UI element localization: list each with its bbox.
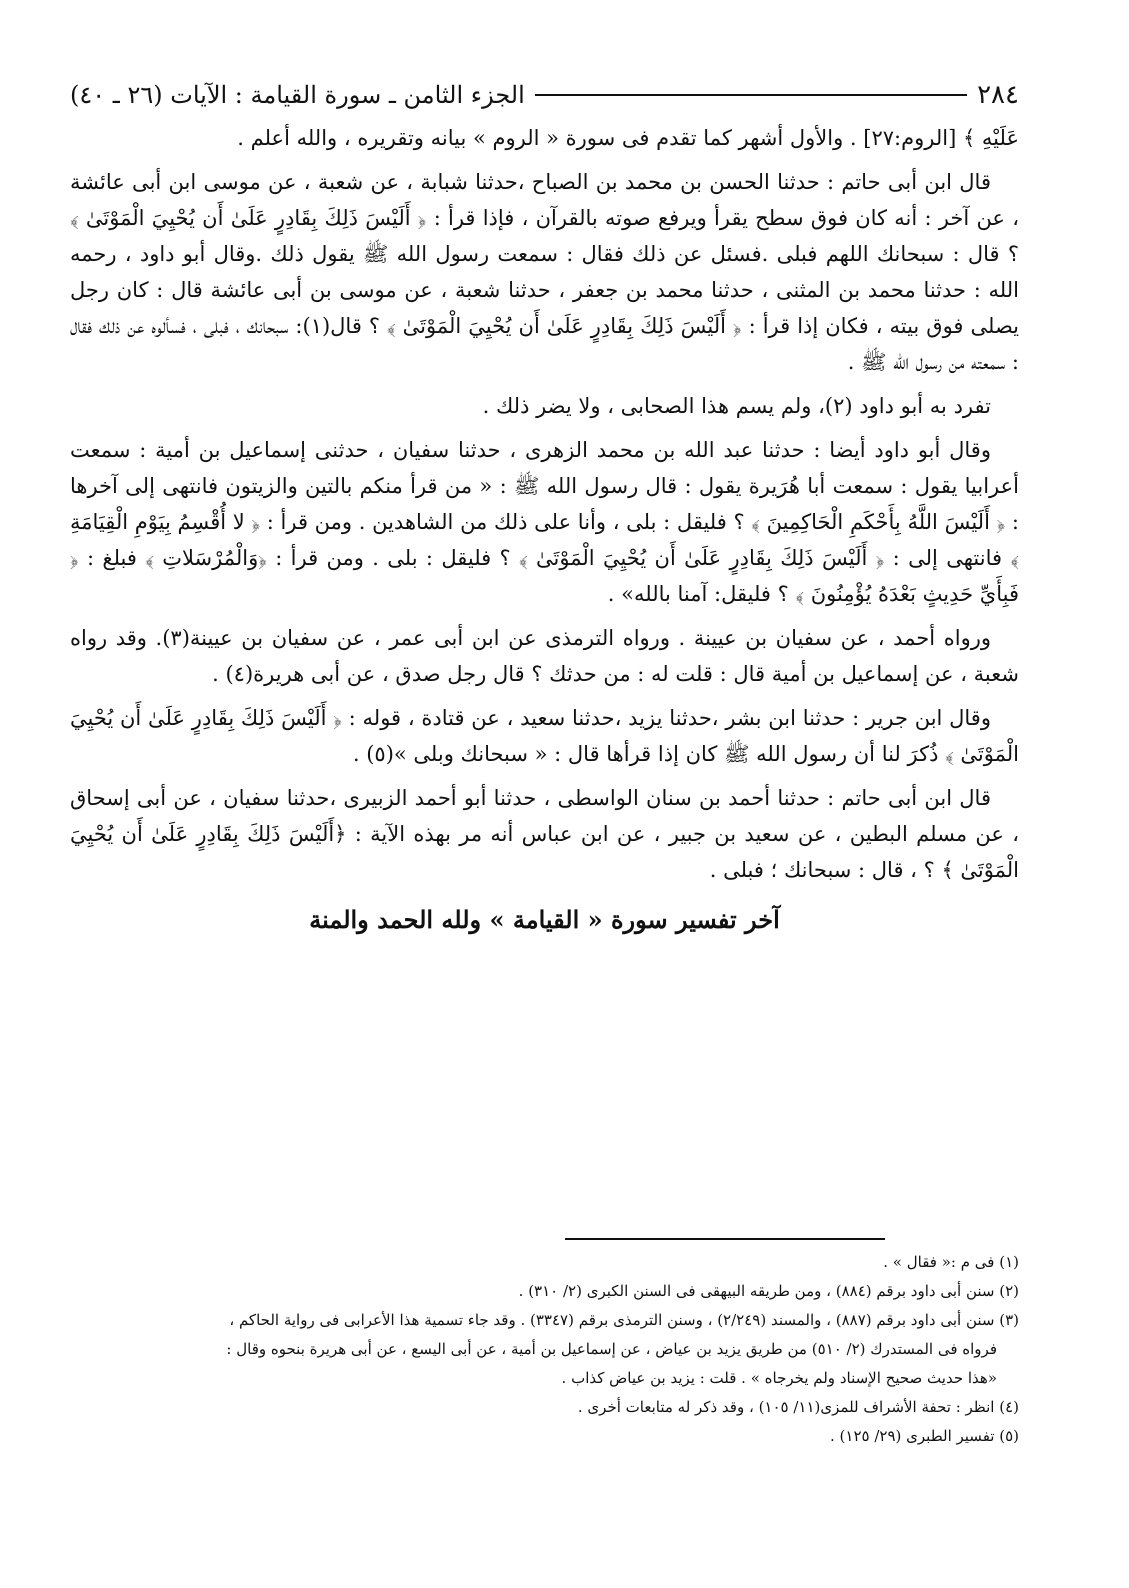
footnote-4: (٤) انظر : تحفة الأشراف للمزى(١١/ ١٠٥) ، وقد ذكر له متابعات أخرى . — [577, 1398, 1019, 1416]
footnote-3-cont-2: «هذا حديث صحيح الإسناد ولم يخرجاه » . قلت : يزيد بن عياض كذاب . — [561, 1369, 997, 1387]
footnote-5: (٥) تفسير الطبرى (٢٩/ ١٢٥) . — [830, 1427, 1019, 1445]
surah-closing-line: آخر تفسير سورة « القيامة » ولله الحمد والمنة — [309, 905, 780, 934]
paragraph-6: وقال ابن جرير : حدثنا ابن بشر ،حدثنا يزيد ،حدثنا سعيد ، عن قتادة ، قوله : ﴿ أَلَيْسَ ذَلِكَ بِقَادِرٍ عَلَىٰ أَن يُحْيِيَ الْمَوْتَىٰ ﴾ ذُكرَ لنا أن رسول الله ﷺ كان إذا قرأها قال : « سبحانك وبلى »(٥) . — [70, 706, 1019, 766]
page-number: ٢٨٤ — [977, 80, 1019, 110]
footnote-3: (٣) سنن أبى داود برقم (٨٨٧) ، والمسند (٢/٢٤٩) ، وسنن الترمذى برقم (٣٣٤٧) . وقد جاء تسمية هذا الأعرابى فى رواية الحاكم ، — [229, 1311, 1019, 1329]
paragraph-4: وقال أبو داود أيضا : حدثنا عبد الله بن محمد الزهرى ، حدثنا سفيان ، حدثنى إسماعيل بن أمية : سمعت أعرابيا يقول : سمعت أبا هُرَيرة يقول : قال رسول الله ﷺ : « من قرأ منكم بالتين والزيتون فانتهى إلى آخرها : ﴿ أَلَيْسَ اللَّهُ بِأَحْكَمِ الْحَاكِمِينَ ﴾ ؟ فليقل : بلى ، وأنا على ذلك من الشاهدين . ومن قرأ : ﴿ لا أُقْسِمُ بِيَوْمِ الْقِيَامَةِ ﴾ فانتهى إلى : ﴿ أَلَيْسَ ذَلِكَ بِقَادِرٍ عَلَىٰ أَن يُحْيِيَ الْمَوْتَىٰ ﴾ ؟ فليقل : بلى . ومن قرأ : ﴿وَالْمُرْسَلاتِ ﴾ فبلغ : ﴿ فَبِأَيِّ حَدِيثٍ بَعْدَهُ يُؤْمِنُونَ ﴾ ؟ فليقل: آمنا بالله» . — [70, 438, 1019, 606]
footnote-rule — [565, 1238, 885, 1240]
header-rule — [535, 94, 967, 96]
footnote-2: (٢) سنن أبى داود برقم (٨٨٤) ، ومن طريقه البيهقى فى السنن الكبرى (٢/ ٣١٠) . — [518, 1282, 1019, 1300]
paragraph-5: ورواه أحمد ، عن سفيان بن عيينة . ورواه الترمذى عن ابن أبى عمر ، عن سفيان بن عيينة(٣). وقد رواه شعبة ، عن إسماعيل بن أمية قال : قلت له : من حدثك ؟ قال رجل صدق ، عن أبى هريرة(٤) . — [70, 626, 1019, 686]
page-header — [70, 78, 1019, 112]
running-title: الجزء الثامن ـ سورة القيامة : الآيات (٢٦ ـ ٤٠) — [70, 81, 525, 109]
paragraph-7: قال ابن أبى حاتم : حدثنا أحمد بن سنان الواسطى ، حدثنا أبو أحمد الزبيرى ،حدثنا سفيان ، عن أبى إسحاق ، عن مسلم البطين ، عن سعيد بن جبير ، عن ابن عباس أنه مر بهذه الآية : ﴿أَلَيْسَ ذَلِكَ بِقَادِرٍ عَلَىٰ أَن يُحْيِيَ الْمَوْتَىٰ ﴾ ؟ ، قال : سبحانك ؛ فبلى . — [70, 786, 1019, 882]
page-body — [70, 78, 1019, 940]
footnotes — [110, 1248, 1019, 1451]
footnote-1: (١) فى م :« فقال » . — [883, 1253, 1019, 1271]
footnote-3-cont-1: فرواه فى المستدرك (٢/ ٥١٠) من طريق يزيد بن عياض ، عن إسماعيل بن أمية ، عن أبى اليسع ، عن أبى هريرة بنحوه وقال : — [226, 1340, 997, 1358]
paragraph-2: قال ابن أبى حاتم : حدثنا الحسن بن محمد بن الصباح ،حدثنا شبابة ، عن شعبة ، عن موسى ابن أبى عائشة ، عن آخر : أنه كان فوق سطح يقرأ ويرفع صوته بالقرآن ، فإذا قرأ : ﴿ أَلَيْسَ ذَلِكَ بِقَادِرٍ عَلَىٰ أَن يُحْيِيَ الْمَوْتَىٰ ﴾ ؟ قال : سبحانك اللهم فبلى .فسئل عن ذلك فقال : سمعت رسول الله ﷺ يقول ذلك .وقال أبو داود ، رحمه الله : حدثنا محمد بن المثنى ، حدثنا محمد بن جعفر ، حدثنا شعبة ، عن موسى بن أبى عائشة قال : كان رجل يصلى فوق بيته ، فكان إذا قرأ : ﴿ أَلَيْسَ ذَلِكَ بِقَادِرٍ عَلَىٰ أَن يُحْيِيَ الْمَوْتَىٰ ﴾ ؟ قال(١): سبحانك ، فبلى ، فسألوه عن ذلك فقال : سمعته من رسول الله ﷺ . — [70, 170, 1019, 374]
paragraph-1: عَلَيْهِ ﴾ [الروم:٢٧] . والأول أشهر كما تقدم فى سورة « الروم » بيانه وتقريره ، والله أعلم . — [237, 126, 1019, 150]
paragraph-3: تفرد به أبو داود (٢)، ولم يسم هذا الصحابى ، ولا يضر ذلك . — [482, 394, 991, 418]
